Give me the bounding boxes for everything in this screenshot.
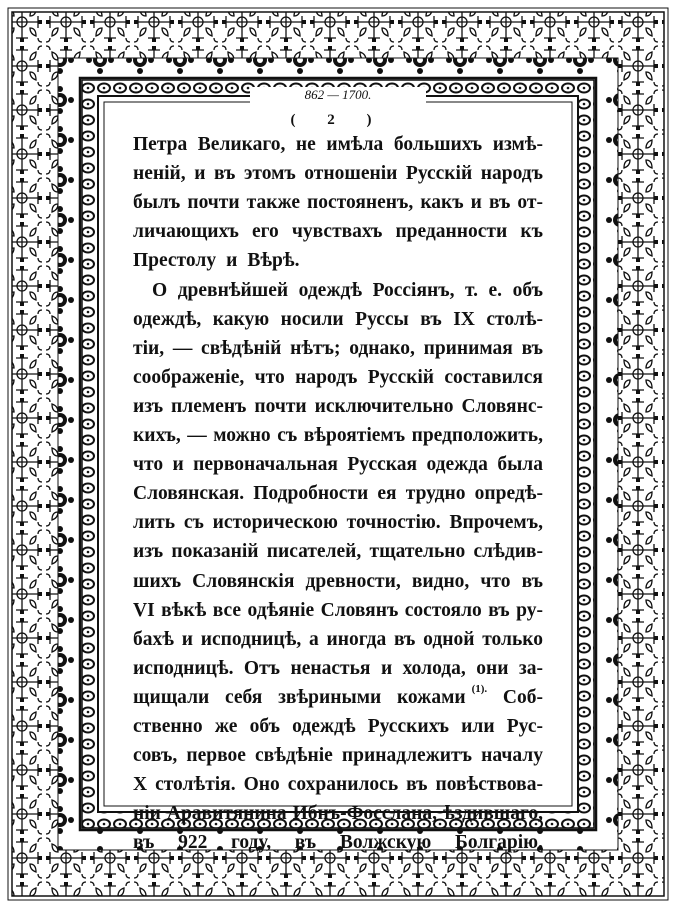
word: въ [294,832,317,854]
word: не [295,134,316,155]
word: изъ [133,541,164,563]
word: IX [453,308,475,330]
text-line [133,658,543,686]
word: звѣриными [278,686,382,708]
word: показаній [171,541,259,563]
word: одѣяніе [247,599,315,621]
word: лить [133,512,176,534]
text-line [133,600,543,628]
word: исключительно [314,395,454,417]
word: Великаго, [197,134,286,155]
word: преданности [395,221,508,243]
word: что [480,570,511,592]
word: ѣздившаго, [442,803,543,825]
word: все [212,599,242,621]
running-head: 862 — 1700. [250,87,426,103]
word: этомъ [243,163,296,185]
text-line [133,221,543,249]
word: Ибнъ-Фосслана, [292,803,437,825]
word: и [226,250,238,272]
word: видно, [411,570,470,592]
word: Русскій [405,163,473,185]
text-line [133,425,543,453]
word: первоначальная [193,454,338,476]
word: т. [465,279,479,301]
word: Словянская. [133,483,245,505]
word: что [133,454,164,476]
word: одежда [426,454,488,476]
word: — [172,337,193,359]
word: древнѣйшей [177,279,289,301]
word: VI [133,599,155,621]
word: Руссы [355,308,409,330]
word: шихъ [133,570,182,592]
word: съ [183,512,204,534]
word: столѣтія. [155,774,236,796]
word: щищали [133,686,210,708]
word: къ [520,221,543,243]
word: только [482,628,543,650]
word: Русская [347,454,418,476]
word: въ [133,832,155,854]
word: писателей, [266,541,362,563]
word: его [252,221,279,243]
word: ственно [133,716,203,737]
word: 922 [178,832,208,854]
word: Вѣрѣ. [247,250,300,272]
text-line [133,134,543,162]
text-line [133,803,543,831]
footnote-ref: (1). [471,682,488,695]
word: одной [423,628,475,650]
word: Оно [243,774,280,796]
word: холода, [402,657,466,679]
word: племенъ [171,395,247,417]
word: въ [521,337,543,359]
word: почти [254,395,307,417]
word: въ [406,774,428,796]
page-number: ( 2 ) [290,112,386,128]
word: иногда [326,628,387,650]
word: свѣдѣніе [255,745,333,767]
word: была [497,454,543,476]
word: и [181,628,193,650]
word: повѣствова- [435,774,543,796]
word: въ [488,599,510,621]
text-line [133,396,543,424]
word: отношеніи [304,163,398,185]
word: народъ [295,366,358,388]
word: кожами (1). [396,682,488,708]
word: однако, [349,337,415,359]
word: большихъ [393,134,483,155]
word: совъ, [133,745,178,767]
word: измѣ- [492,134,543,155]
word: неній, [133,163,186,185]
word: за- [518,657,543,679]
text-line [133,309,543,337]
word: а [308,628,319,650]
word: объ [512,279,543,301]
word: и [194,163,206,185]
word: свѣдѣній [201,337,282,359]
word: столѣ- [486,308,543,330]
word: Россіянъ, [372,279,455,301]
word: предположить, [411,425,543,446]
word: имѣла [326,134,384,155]
word: тіи, [133,337,165,359]
word: ру- [516,599,543,621]
text-line [133,454,543,482]
word: постояненъ, [307,192,414,214]
word: сохранилось [287,774,399,796]
word: X [133,774,148,796]
word: вѣроятіемъ [303,425,406,446]
word: принадлежитъ [341,745,472,767]
word: Словянъ [320,599,399,621]
word: Престолу [133,250,217,272]
word: ея [377,483,397,505]
word: соображеніе, [133,366,245,388]
word: съ [277,425,298,446]
word: или [461,716,495,737]
word: они [476,657,509,679]
word: кихъ, [133,425,181,446]
word: ненастья [290,657,371,679]
word: личающихъ [133,221,239,243]
word: году, [230,832,272,854]
text-line [133,512,543,540]
text-line [133,338,543,366]
word: и [380,657,393,679]
text-line [152,280,543,308]
word: е. [488,279,503,301]
text-line [133,541,543,569]
text-line [133,682,543,715]
text-line [133,163,543,191]
word: въ [488,192,511,214]
word: въ [521,570,543,592]
word: состояло [404,599,482,621]
word: Русскихъ [367,716,449,737]
text-line [133,629,543,657]
word: можно [213,425,271,446]
word: себя [224,686,263,708]
text-line [133,367,543,395]
word: Словянскія [192,570,295,592]
word: Отъ [243,657,281,679]
text-line [133,250,543,278]
word: также [246,192,300,214]
word: объ [249,716,280,737]
text-line [133,745,543,773]
word: — [187,425,207,446]
word: составился [444,366,543,388]
text-line [133,774,543,802]
word: трудно [405,483,466,505]
word: Аравитянина [166,803,287,825]
text-line [133,832,543,860]
word: принимая [423,337,513,359]
text-line [133,716,543,744]
word: древности, [305,570,401,592]
word: какую [212,308,270,330]
word: Впрочемъ, [449,512,543,534]
word: Рус- [506,716,543,737]
word: носили [280,308,344,330]
word: и [470,192,482,214]
word: Болгарію, [454,832,543,854]
word: чувствахъ [291,221,383,243]
word: былъ [133,192,181,214]
word: Подробности [253,483,369,505]
word: одеждѣ [292,716,356,737]
word: вѣкѣ [161,599,207,621]
word: бахѣ [133,628,174,650]
word: Русскій [367,366,435,388]
word: ніи [133,803,161,825]
word: слѣдив- [473,541,543,563]
word: одеждѣ, [133,308,202,330]
word: тщательно [369,541,466,563]
word: и [172,454,184,476]
word: какъ [420,192,464,214]
word: народъ [480,163,543,185]
word: Словянс- [461,395,543,417]
word: точностію. [346,512,441,534]
word: нѣтъ; [290,337,341,359]
word: началу [481,745,543,767]
text-line [133,483,543,511]
word: исподницѣ, [200,628,302,650]
word: въ [214,163,236,185]
word: опредѣ- [474,483,543,505]
word: исподницѣ. [133,657,234,679]
word: от- [517,192,543,214]
word: изъ [133,395,164,417]
word: одеждѣ [298,279,363,301]
word: Соб- [502,686,543,708]
word: историческою [212,512,338,534]
word: Волжскую [339,832,432,854]
word: въ [420,308,442,330]
word: же [214,716,238,737]
text-line [133,571,543,599]
word: первое [186,745,246,767]
word: Петра [133,134,188,155]
text-line [133,192,543,220]
word: почти [187,192,240,214]
word: О [152,279,168,301]
word: въ [393,628,416,650]
word: что [254,366,285,388]
